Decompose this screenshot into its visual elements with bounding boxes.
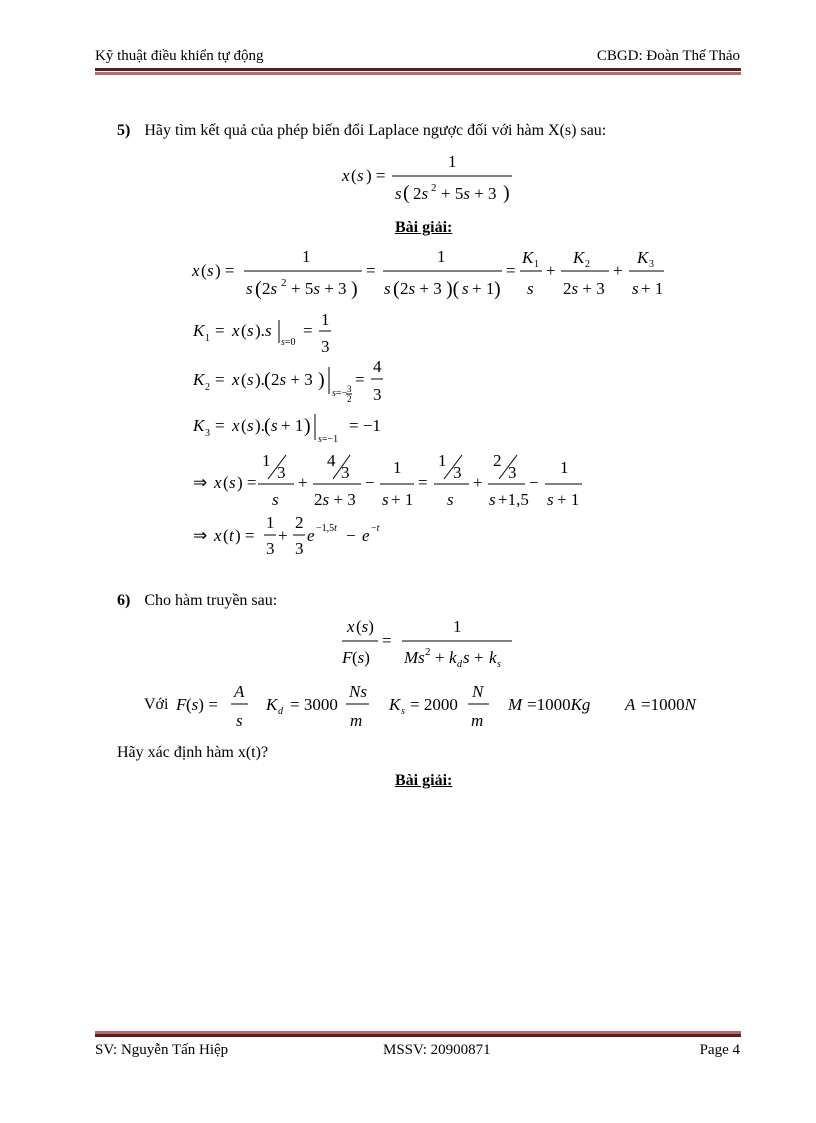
svg-text:(: ( <box>351 166 357 185</box>
svg-text:2: 2 <box>585 259 590 270</box>
svg-text:2s + 3: 2s + 3 <box>314 490 356 509</box>
svg-text:(: ( <box>201 261 207 280</box>
svg-text:3: 3 <box>321 337 330 356</box>
svg-text:K: K <box>266 695 278 714</box>
svg-text:s: s <box>207 261 214 280</box>
svg-text:k: k <box>489 648 497 667</box>
svg-text:3: 3 <box>266 539 275 558</box>
svg-text:s: s <box>547 490 554 509</box>
svg-text:+: + <box>474 648 484 667</box>
svg-text:x: x <box>342 166 350 185</box>
svg-text:s: s <box>265 321 272 340</box>
svg-text:3: 3 <box>205 428 210 439</box>
svg-text:)(: )( <box>446 278 460 300</box>
svg-text:+ 1: + 1 <box>557 490 580 509</box>
svg-text:s: s <box>463 648 470 667</box>
svg-text:x: x <box>214 473 222 492</box>
svg-text:=: = <box>355 370 365 389</box>
svg-text:(s): (s) <box>356 617 374 636</box>
svg-text:Ms: Ms <box>404 648 425 667</box>
svg-text:s: s <box>272 490 279 509</box>
svg-text:= 3000: = 3000 <box>290 695 338 714</box>
svg-text:3: 3 <box>453 463 462 482</box>
svg-text:=: = <box>506 261 516 280</box>
svg-text:): ) <box>503 182 510 204</box>
problem-6-with-label: Với <box>144 696 169 713</box>
svg-text:x: x <box>214 526 222 545</box>
equation-transfer-function <box>341 617 512 670</box>
svg-text:+ 1: + 1 <box>641 279 664 298</box>
svg-text:) =: ) = <box>237 473 257 492</box>
svg-text:+ 1: + 1 <box>472 279 495 298</box>
svg-text:1: 1 <box>302 247 311 266</box>
svg-text:m: m <box>471 711 484 730</box>
equation-parameters <box>175 682 698 730</box>
svg-text:(: ( <box>264 369 271 391</box>
svg-text:F: F <box>342 648 353 667</box>
problem-5-number: 5) <box>117 122 131 139</box>
svg-text:1: 1 <box>453 617 462 636</box>
svg-text:) =: ) = <box>235 526 255 545</box>
svg-text:e: e <box>362 526 370 545</box>
svg-text:4: 4 <box>327 451 336 470</box>
svg-text:1: 1 <box>560 458 569 477</box>
svg-text:+: + <box>473 473 483 492</box>
svg-text:K: K <box>193 416 205 435</box>
svg-text:1: 1 <box>205 333 210 344</box>
equation-partial-fraction <box>191 247 664 300</box>
svg-text:−: − <box>365 473 375 492</box>
svg-text:−t: −t <box>371 523 380 534</box>
svg-text:−: − <box>346 526 356 545</box>
svg-text:2: 2 <box>493 451 502 470</box>
svg-text:x: x <box>232 370 240 389</box>
svg-text:K: K <box>193 370 205 389</box>
svg-text:+: + <box>613 261 623 280</box>
svg-text:3: 3 <box>347 384 352 394</box>
footer-mssv: MSSV: 20900871 <box>383 1042 491 1058</box>
svg-text:=: = <box>418 473 428 492</box>
svg-text:3: 3 <box>373 385 382 404</box>
problem-6-number: 6) <box>117 592 131 609</box>
footer-student: SV: Nguyễn Tấn Hiệp <box>95 1042 229 1058</box>
svg-text:s: s <box>357 166 364 185</box>
equation-xs-given <box>341 152 512 204</box>
svg-text:Ns: Ns <box>349 682 367 701</box>
svg-text:s: s <box>497 659 501 670</box>
svg-text:1: 1 <box>266 513 275 532</box>
svg-text:F: F <box>176 695 187 714</box>
header-instructor: CBGD: Đoàn Thế Thảo <box>596 48 740 64</box>
svg-text:2: 2 <box>347 394 352 404</box>
svg-text:2: 2 <box>281 277 287 289</box>
svg-text:s: s <box>632 279 639 298</box>
svg-text:A: A <box>234 682 245 701</box>
svg-text:+: + <box>546 261 556 280</box>
svg-text:=: = <box>366 261 376 280</box>
svg-text:⇒: ⇒ <box>193 526 208 545</box>
svg-text:x: x <box>192 261 200 280</box>
svg-text:+1,5: +1,5 <box>498 490 529 509</box>
svg-text:=: = <box>215 370 225 389</box>
svg-text:) =: ) = <box>215 261 235 280</box>
problem-6-statement <box>117 592 277 610</box>
svg-text:+: + <box>298 473 308 492</box>
svg-text:K: K <box>389 695 401 714</box>
svg-text:(: ( <box>264 415 271 437</box>
svg-text:s: s <box>401 706 405 717</box>
svg-text:+: + <box>435 648 445 667</box>
svg-text:(: ( <box>241 416 247 435</box>
svg-text:s: s <box>447 490 454 509</box>
svg-text:(s): (s) <box>352 648 370 667</box>
svg-text:A: A <box>625 695 636 714</box>
equation-xt-result <box>193 513 380 558</box>
svg-text:=: = <box>215 416 225 435</box>
svg-text:(: ( <box>241 321 247 340</box>
svg-text:(s) =: (s) = <box>186 695 218 714</box>
equation-k3 <box>192 414 381 445</box>
svg-text:1: 1 <box>393 458 402 477</box>
svg-text:s: s <box>247 370 254 389</box>
svg-text:1: 1 <box>262 451 271 470</box>
svg-text:(: ( <box>223 526 229 545</box>
svg-text:2s: 2s <box>413 184 429 203</box>
svg-text:t: t <box>229 526 234 545</box>
svg-text:2: 2 <box>205 382 210 393</box>
svg-text:): ) <box>494 278 501 300</box>
problem-6-solution-heading: Bài giải: <box>395 772 453 789</box>
svg-text:m: m <box>350 711 363 730</box>
svg-text:+: + <box>278 526 288 545</box>
svg-text:).: ). <box>255 416 265 435</box>
svg-text:3: 3 <box>649 259 654 270</box>
svg-text:1: 1 <box>438 451 447 470</box>
svg-text:+ 5s + 3: + 5s + 3 <box>441 184 497 203</box>
svg-text:s: s <box>384 279 391 298</box>
svg-text:+ 1: + 1 <box>281 416 304 435</box>
footer-divider <box>95 1030 741 1037</box>
svg-text:s=0: s=0 <box>281 337 296 348</box>
svg-text:K: K <box>193 321 205 340</box>
svg-text:⇒: ⇒ <box>193 473 208 492</box>
svg-text:s: s <box>236 711 243 730</box>
svg-text:1: 1 <box>448 152 457 171</box>
svg-text:3: 3 <box>341 463 350 482</box>
svg-text:s: s <box>271 416 278 435</box>
svg-text:3: 3 <box>508 463 517 482</box>
svg-text:+ 5s + 3: + 5s + 3 <box>291 279 347 298</box>
svg-text:s=−: s=− <box>332 388 348 399</box>
header-course-title: Kỹ thuật điều khiển tự động <box>95 48 264 64</box>
svg-text:1: 1 <box>437 247 446 266</box>
svg-text:s: s <box>229 473 236 492</box>
svg-text:N: N <box>472 682 484 701</box>
svg-text:+ 1: + 1 <box>391 490 414 509</box>
problem-6-text: Cho hàm truyền sau: <box>144 592 278 609</box>
svg-text:1: 1 <box>321 310 330 329</box>
svg-text:−1,5t: −1,5t <box>316 523 337 534</box>
svg-text:K: K <box>522 248 534 267</box>
svg-text:s: s <box>395 184 402 203</box>
svg-text:M: M <box>508 695 523 714</box>
svg-text:=: = <box>303 321 313 340</box>
svg-text:2: 2 <box>431 182 437 194</box>
svg-text:4: 4 <box>373 357 382 376</box>
svg-text:−: − <box>529 473 539 492</box>
svg-text:(: ( <box>223 473 229 492</box>
svg-text:s=−1: s=−1 <box>318 434 339 445</box>
svg-text:x: x <box>347 617 355 636</box>
svg-text:e: e <box>307 526 315 545</box>
svg-text:2: 2 <box>425 646 431 658</box>
svg-text:s: s <box>382 490 389 509</box>
svg-text:K: K <box>637 248 649 267</box>
svg-text:s: s <box>462 279 469 298</box>
equation-k2 <box>192 357 383 404</box>
svg-text:s: s <box>247 321 254 340</box>
equation-k1 <box>192 310 331 356</box>
svg-text:2s + 3: 2s + 3 <box>400 279 442 298</box>
svg-text:): ) <box>304 415 311 437</box>
svg-text:2s: 2s <box>262 279 278 298</box>
footer-page-number: Page 4 <box>699 1042 740 1058</box>
svg-text:d: d <box>457 659 462 670</box>
svg-text:s: s <box>246 279 253 298</box>
svg-text:(: ( <box>403 182 410 204</box>
problem-6-question: Hãy xác định hàm x(t)? <box>117 744 269 761</box>
equation-substitution <box>193 451 582 509</box>
svg-text:(: ( <box>255 278 262 300</box>
svg-text:(: ( <box>241 370 247 389</box>
svg-text:): ) <box>351 278 358 300</box>
svg-text:2s + 3: 2s + 3 <box>563 279 605 298</box>
svg-text:=: = <box>382 631 392 650</box>
svg-text:=1000N: =1000N <box>641 695 696 714</box>
svg-text:3: 3 <box>295 539 304 558</box>
svg-text:3: 3 <box>277 463 286 482</box>
svg-text:s: s <box>527 279 534 298</box>
svg-text:=: = <box>215 321 225 340</box>
problem-5-solution-heading: Bài giải: <box>395 219 453 236</box>
svg-text:s: s <box>247 416 254 435</box>
svg-text:x: x <box>232 416 240 435</box>
svg-text:) =: ) = <box>366 166 386 185</box>
svg-text:k: k <box>449 648 457 667</box>
svg-text:).: ). <box>255 321 265 340</box>
svg-text:): ) <box>318 369 325 391</box>
problem-5-text: Hãy tìm kết quả của phép biến đổi Laplace ngược đối với hàm X(s) sau: <box>144 122 607 139</box>
svg-text:K: K <box>573 248 585 267</box>
svg-text:= −1: = −1 <box>349 416 381 435</box>
svg-text:).: ). <box>255 370 265 389</box>
svg-text:= 2000: = 2000 <box>410 695 458 714</box>
svg-text:1: 1 <box>534 259 539 270</box>
svg-text:d: d <box>278 706 283 717</box>
svg-text:s: s <box>489 490 496 509</box>
svg-text:=1000Kg: =1000Kg <box>527 695 591 714</box>
svg-text:2: 2 <box>295 513 304 532</box>
svg-text:(: ( <box>393 278 400 300</box>
svg-text:2s + 3: 2s + 3 <box>271 370 313 389</box>
svg-text:x: x <box>232 321 240 340</box>
